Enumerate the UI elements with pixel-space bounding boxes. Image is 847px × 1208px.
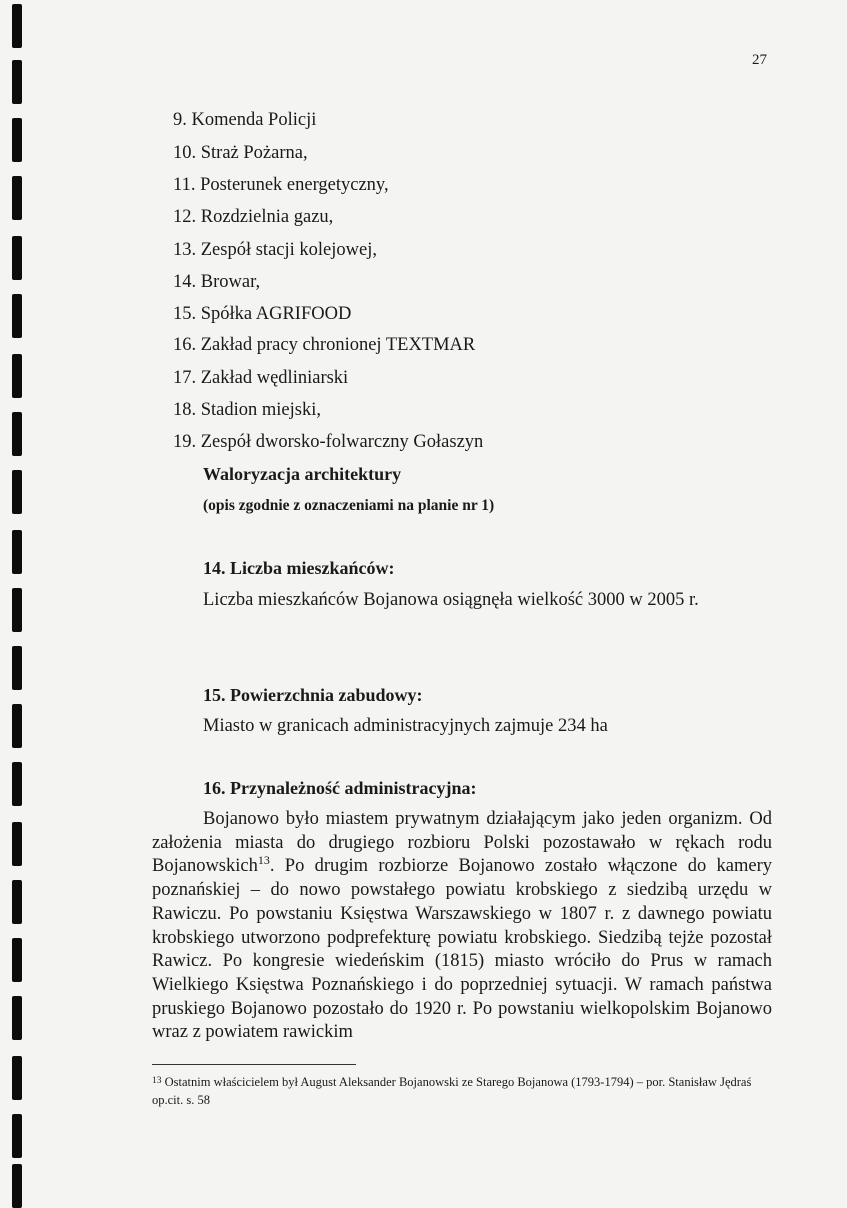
binder-hole — [12, 762, 22, 806]
paragraph-text: . Po drugim rozbiorze Bojanowo zostało włączone do kamery poznańskiej – do nowo powstałego powiatu krobskiego z siedzibą urzędu w Rawiczu. Po powstaniu Księstwa Warszawskiego w 1807 r. z dawnego powiatu krobskiego utworzono podprefekturę powiatu krobskiego. Siedzibą tejże pozostał Rawicz. Po kongresie wiedeńskim (1815) miasto wróciło do Prus w ramach Wielkiego Księstwa Poznańskiego i do poprzedniej sytuacji. W ramach państwa pruskiego Bojanowo pozostało do 1920 r. Po powstaniu wielkopolskim Bojanowo wraz z powiatem rawickim — [152, 856, 772, 1043]
section-16-heading: 16. Przynależność administracyjna: — [203, 778, 477, 798]
list-item: 19. Zespół dworsko-folwarczny Gołaszyn — [173, 432, 484, 452]
valorization-heading: Waloryzacja architektury — [203, 464, 402, 484]
binder-hole — [12, 412, 22, 456]
footnote-reference: 13 — [257, 853, 270, 868]
list-item: 18. Stadion miejski, — [173, 400, 321, 420]
list-item: 16. Zakład pracy chronionej TEXTMAR — [173, 335, 476, 355]
binder-hole — [12, 996, 22, 1040]
list-item: 15. Spółka AGRIFOOD — [173, 304, 352, 324]
binder-hole — [12, 1164, 22, 1208]
section-15-heading: 15. Powierzchnia zabudowy: — [203, 685, 423, 705]
section-14-text: Liczba mieszkańców Bojanowa osiągnęła wielkość 3000 w 2005 r. — [203, 590, 699, 610]
binder-hole — [12, 1056, 22, 1100]
binder-hole — [12, 530, 22, 574]
list-item: 10. Straż Pożarna, — [173, 143, 308, 163]
binder-hole — [12, 294, 22, 338]
section-16-paragraph — [152, 808, 772, 1045]
binder-hole — [12, 822, 22, 866]
binder-hole — [12, 60, 22, 104]
list-item: 14. Browar, — [173, 272, 261, 292]
binder-hole — [12, 938, 22, 982]
section-15-text: Miasto w granicach administracyjnych zajmuje 234 ha — [203, 716, 608, 736]
list-item: 11. Posterunek energetyczny, — [173, 175, 389, 195]
binder-hole — [12, 118, 22, 162]
binder-hole — [12, 1114, 22, 1158]
page-number: 27 — [752, 52, 767, 68]
valorization-subheading: (opis zgodnie z oznaczeniami na planie nr 1) — [203, 497, 495, 514]
binder-hole — [12, 236, 22, 280]
binder-hole — [12, 880, 22, 924]
list-item: 9. Komenda Policji — [173, 110, 317, 130]
binder-hole — [12, 4, 22, 48]
binder-hole — [12, 176, 22, 220]
footnote-number: 13 — [152, 1076, 162, 1086]
paragraph-text: Bojanowo było miastem prywatnym działającym jako jeden organizm. Od założenia miasta do drugiego rozbioru Polski pozostawało w rękach rodu Bojanowskich — [152, 809, 772, 877]
binder-hole — [12, 354, 22, 398]
list-item: 17. Zakład wędliniarski — [173, 368, 349, 388]
footnote — [152, 1073, 772, 1109]
binder-hole — [12, 646, 22, 690]
binder-hole — [12, 704, 22, 748]
list-item: 12. Rozdzielnia gazu, — [173, 207, 334, 227]
footnote-divider — [152, 1064, 356, 1065]
binder-hole — [12, 588, 22, 632]
footnote-text: Ostatnim właścicielem był August Aleksander Bojanowski ze Starego Bojanowa (1793-1794) – por. Stanisław Jędraś op.cit. s. 58 — [152, 1075, 752, 1107]
section-14-heading: 14. Liczba mieszkańców: — [203, 558, 395, 578]
binder-hole — [12, 470, 22, 514]
list-item: 13. Zespół stacji kolejowej, — [173, 240, 377, 260]
binder-holes — [8, 0, 30, 1200]
